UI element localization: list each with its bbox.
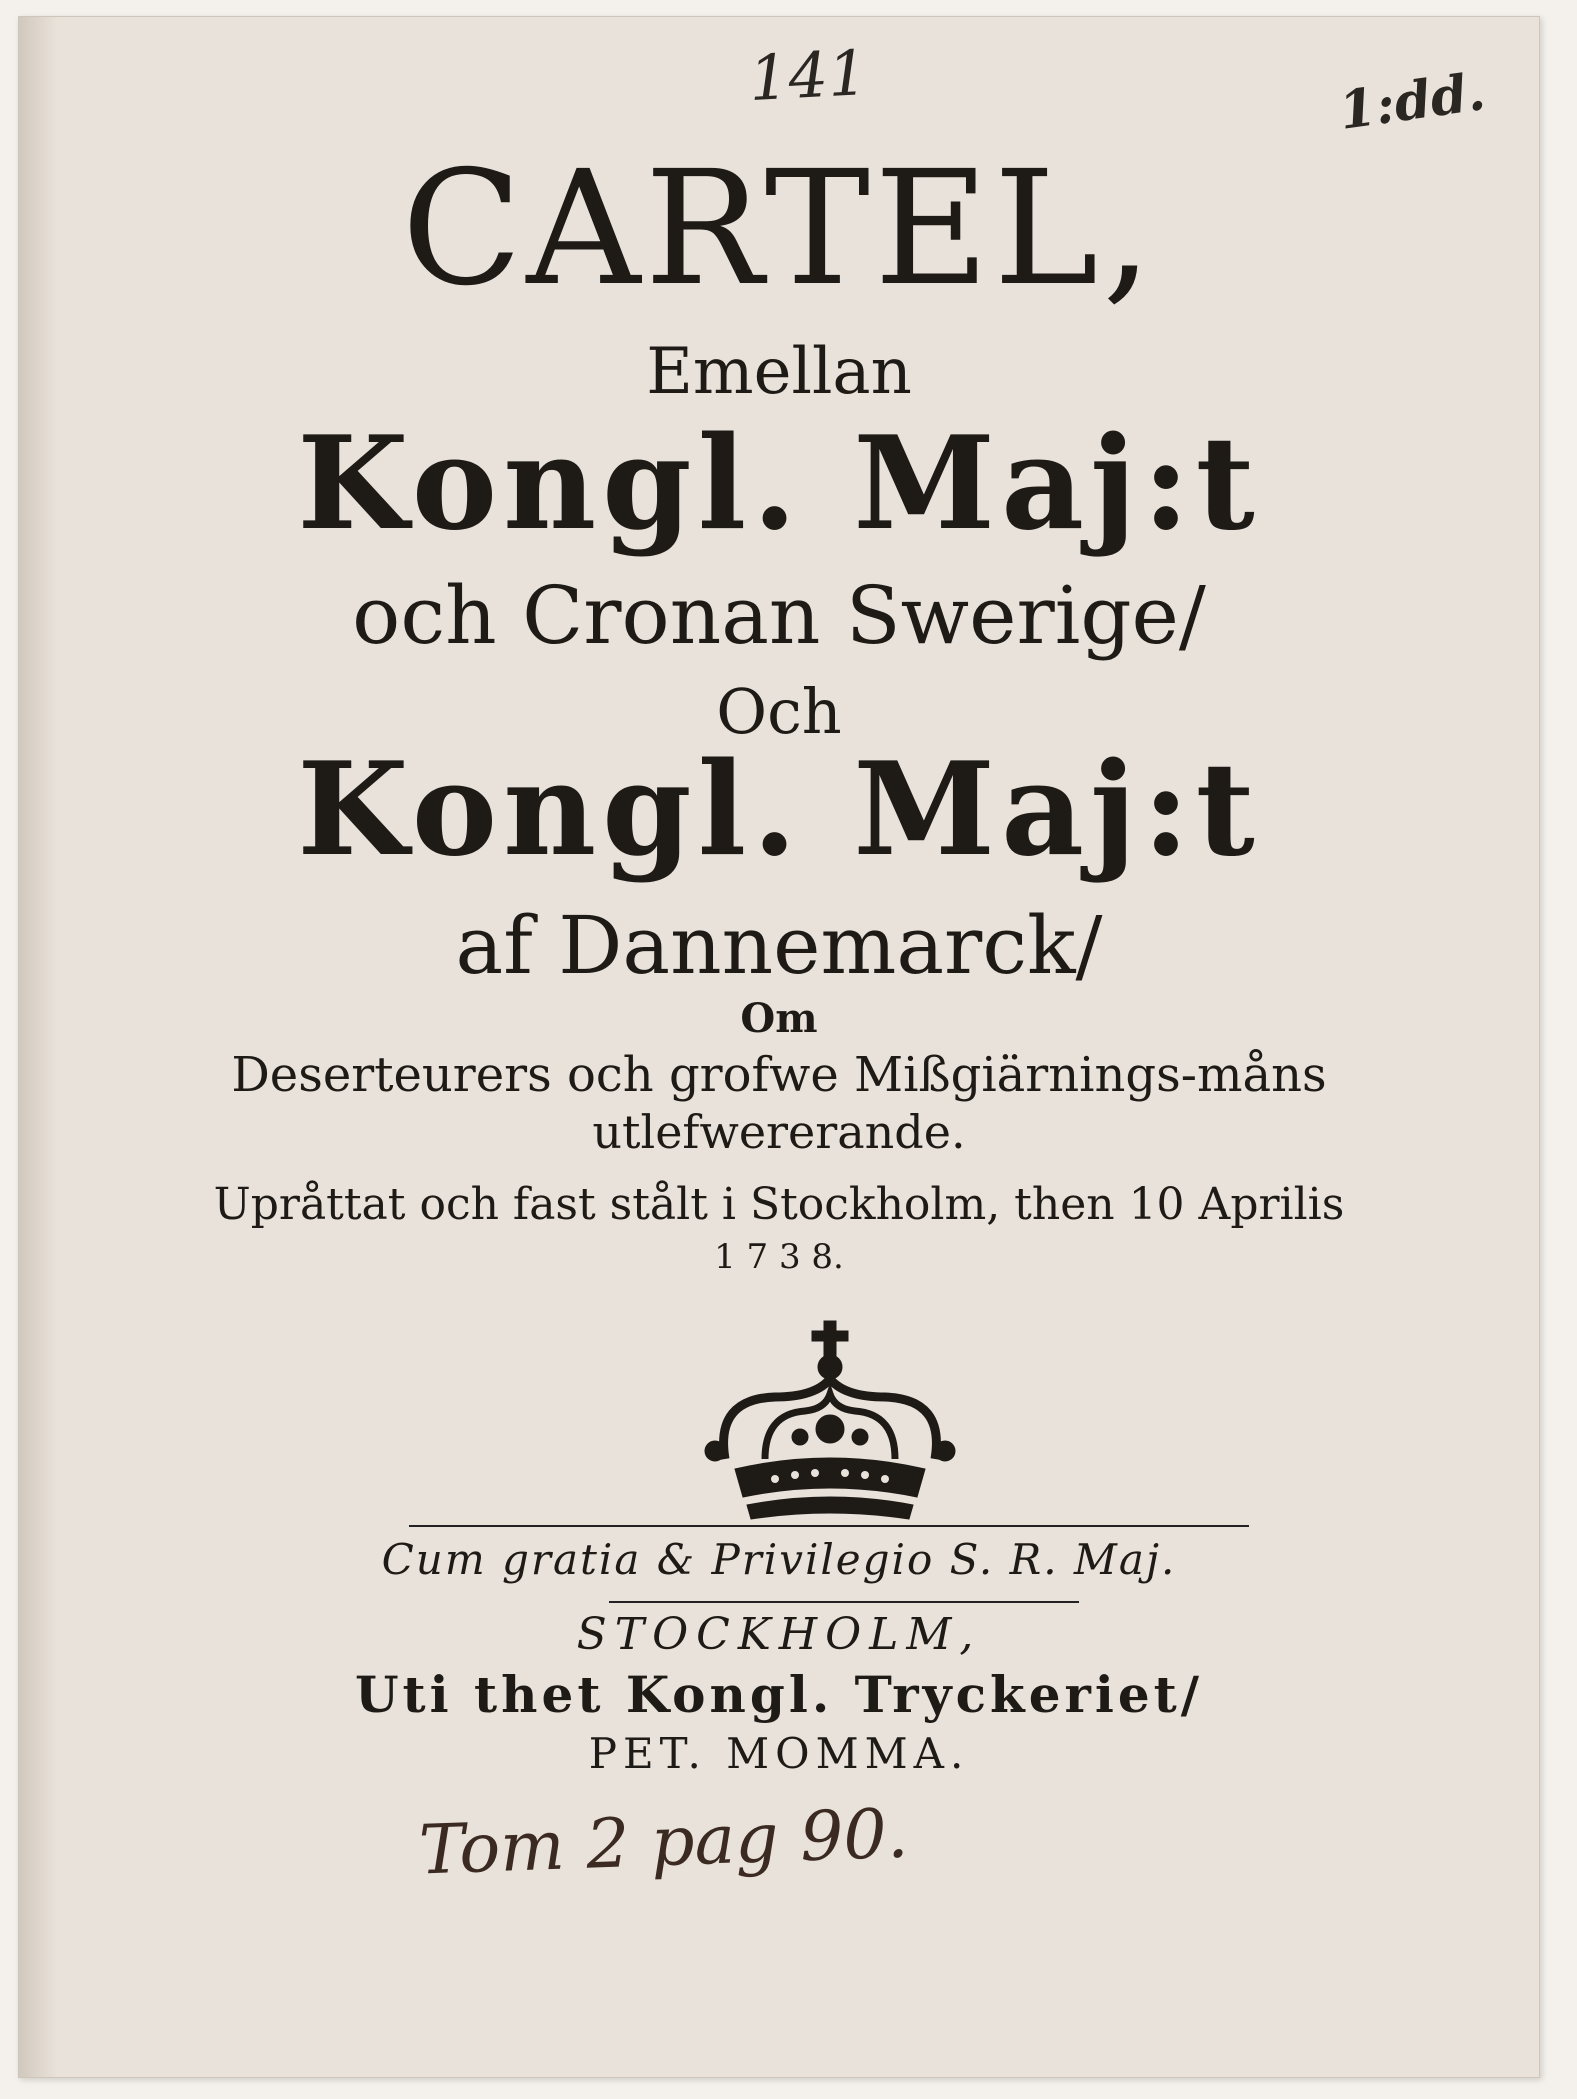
- title-och: Och: [716, 675, 842, 748]
- title-dannemarck: af Dannemarck/: [455, 899, 1103, 992]
- title-page: [18, 16, 1540, 2078]
- date-line: Upråttat och fast stålt i Stockholm, then 10 Aprilis: [213, 1179, 1345, 1230]
- imprint-city: STOCKHOLM,: [576, 1609, 982, 1660]
- privilege-line: Cum gratia & Privilegio S. R. Maj.: [381, 1535, 1177, 1584]
- rule-top: [409, 1525, 1249, 1527]
- handwritten-mark: 1:dd.: [1335, 61, 1489, 142]
- imprint-printer-name: PET. MOMMA.: [588, 1729, 970, 1778]
- subject-line-2: utlefwererande.: [592, 1105, 966, 1159]
- year-line: 1 7 3 8.: [714, 1237, 844, 1277]
- title-cronan-swerige: och Cronan Swerige/: [352, 569, 1206, 662]
- title-kongl-majt-1: Kongl. Maj:t: [297, 409, 1261, 559]
- title-om: Om: [740, 995, 818, 1042]
- crown-ornament: [695, 1319, 965, 1529]
- rule-bottom: [609, 1601, 1079, 1603]
- title-cartel: CARTEL,: [401, 137, 1157, 321]
- subject-line-1: Deserteurers och grofwe Mißgiärnings-måns: [231, 1047, 1327, 1103]
- handwritten-number: 141: [747, 35, 870, 116]
- imprint-printer: Uti thet Kongl. Tryckeriet/: [354, 1665, 1204, 1724]
- handwritten-note: Tom 2 pag 90.: [417, 1794, 910, 1891]
- title-emellan: Emellan: [646, 335, 912, 409]
- title-kongl-majt-2: Kongl. Maj:t: [297, 735, 1261, 885]
